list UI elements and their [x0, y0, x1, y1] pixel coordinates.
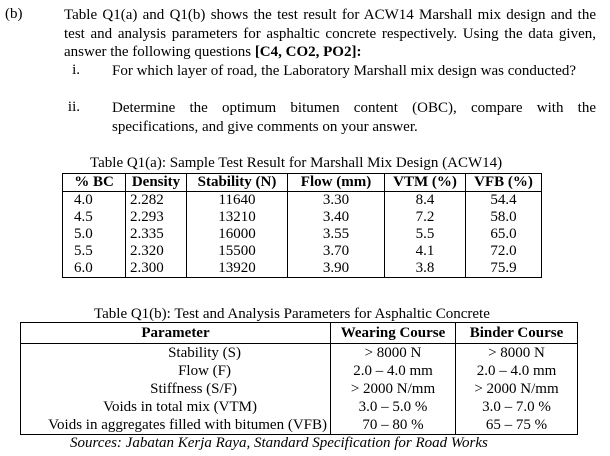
table-row: [63, 192, 542, 210]
cell-density: 2.300: [126, 260, 187, 278]
wearing-course-column: [331, 344, 456, 435]
binder-course-column: [456, 344, 578, 435]
table-b-body-row: [21, 344, 578, 435]
parameter-vtm: Voids in total mix (VTM): [103, 399, 257, 415]
header-binder-course: Binder Course: [456, 323, 578, 344]
wearing-vfb: 70 – 80 %: [362, 417, 424, 433]
parameter-flow: Flow (F): [178, 363, 231, 379]
cell-stability: 15500: [187, 243, 288, 260]
wearing-stiffness: > 2000 N/mm: [350, 381, 436, 397]
header-flow: Flow (mm): [288, 174, 385, 192]
item-ii-number: ii.: [67, 99, 80, 115]
binder-stiffness: > 2000 N/mm: [474, 381, 559, 397]
cell-vtm: 5.5: [385, 226, 466, 243]
cell-density: 2.282: [126, 192, 187, 210]
parameter-stiffness: Stiffness (S/F): [150, 381, 237, 397]
cell-vtm: 7.2: [385, 209, 466, 226]
cell-bc: 4.5: [63, 209, 126, 226]
table-a-header-row: [63, 174, 542, 192]
cell-vfb: 75.9: [466, 260, 542, 278]
header-wearing-course: Wearing Course: [331, 323, 456, 344]
cell-vfb: 65.0: [466, 226, 542, 243]
cell-bc: 5.0: [63, 226, 126, 243]
binder-vtm: 3.0 – 7.0 %: [482, 399, 551, 415]
cell-vtm: 4.1: [385, 243, 466, 260]
cell-stability: 11640: [187, 192, 288, 210]
item-ii-text: Determine the optimum bitumen content (OBC), compare with the specifications, and give comments on your answer.: [112, 100, 596, 135]
question-marker: (b): [5, 6, 23, 22]
cell-vfb: 58.0: [466, 209, 542, 226]
header-stability: Stability (N): [187, 174, 288, 192]
table-row: [63, 209, 542, 226]
cell-density: 2.293: [126, 209, 187, 226]
cell-bc: 5.5: [63, 243, 126, 260]
cell-density: 2.320: [126, 243, 187, 260]
cell-vtm: 8.4: [385, 192, 466, 210]
parameter-vfb: Voids in aggregates filled with bitumen (VFB): [48, 417, 327, 433]
table-row: [63, 226, 542, 243]
table-b: [20, 322, 578, 435]
cell-stability: 16000: [187, 226, 288, 243]
header-vtm: VTM (%): [385, 174, 466, 192]
binder-vfb: 65 – 75 %: [485, 417, 548, 433]
table-a-caption: Table Q1(a): Sample Test Result for Marshall Mix Design (ACW14): [90, 155, 503, 171]
cell-vfb: 54.4: [466, 192, 542, 210]
item-i-number: i.: [72, 62, 80, 78]
binder-flow: 2.0 – 4.0 mm: [476, 363, 557, 379]
cell-flow: 3.40: [288, 209, 385, 226]
header-density: Density: [126, 174, 187, 192]
wearing-flow: 2.0 – 4.0 mm: [353, 363, 433, 379]
header-bc: % BC: [63, 174, 126, 192]
wearing-vtm: 3.0 – 5.0 %: [358, 399, 428, 415]
cell-bc: 6.0: [63, 260, 126, 278]
cell-flow: 3.70: [288, 243, 385, 260]
parameter-column: [21, 344, 331, 435]
cell-bc: 4.0: [63, 192, 126, 210]
source-note: Sources: Jabatan Kerja Raya, Standard Specification for Road Works: [70, 435, 488, 451]
header-parameter: Parameter: [21, 323, 331, 344]
cell-vtm: 3.8: [385, 260, 466, 278]
cell-flow: 3.30: [288, 192, 385, 210]
table-b-header-row: [21, 323, 578, 344]
question-paragraph: [64, 6, 596, 62]
cell-vfb: 72.0: [466, 243, 542, 260]
binder-stability: > 8000 N: [488, 345, 545, 361]
cell-flow: 3.90: [288, 260, 385, 278]
question-codes: [C4, CO2, PO2]:: [254, 44, 362, 60]
table-row: [63, 260, 542, 278]
table-b-caption: Table Q1(b): Test and Analysis Parameters for Asphaltic Concrete: [94, 306, 490, 322]
header-vfb: VFB (%): [466, 174, 542, 192]
cell-flow: 3.55: [288, 226, 385, 243]
table-a: [62, 173, 542, 278]
question-text: Table Q1(a) and Q1(b) shows the test result for ACW14 Marshall mix design and the test and analysis parameters for asphaltic concrete respectively. Using the data given, answer the following questions: [64, 7, 596, 60]
item-i-text: For which layer of road, the Laboratory Marshall mix design was conducted?: [112, 63, 577, 79]
cell-stability: 13920: [187, 260, 288, 278]
parameter-stability: Stability (S): [168, 345, 241, 361]
table-row: [63, 243, 542, 260]
cell-stability: 13210: [187, 209, 288, 226]
wearing-stability: > 8000 N: [364, 345, 422, 361]
cell-density: 2.335: [126, 226, 187, 243]
